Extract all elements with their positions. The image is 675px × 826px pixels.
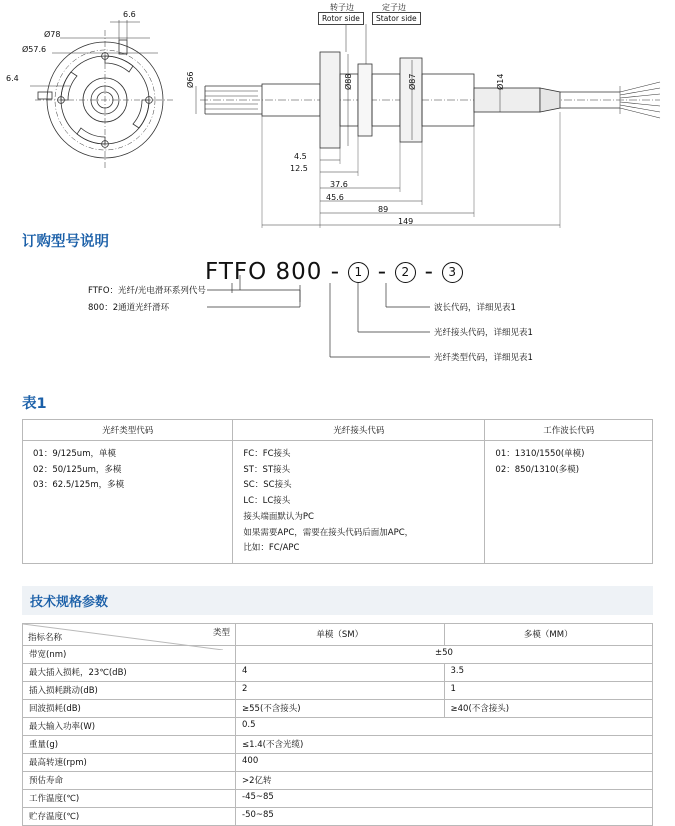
t1-header-connector: 光纤接头代码 xyxy=(233,420,485,441)
spec-row-value-both: >2亿转 xyxy=(236,772,653,790)
dim-89: 89 xyxy=(378,205,389,214)
stator-side-label-en: Stator side xyxy=(372,12,421,25)
table-row xyxy=(23,682,653,700)
table-row xyxy=(23,664,653,682)
t1-conn-line-5: 接头端面默认为PC xyxy=(243,511,314,522)
dim-d88: Ø88 xyxy=(344,73,353,90)
spec-row-value-both: ≤1.4(不含光缆) xyxy=(236,736,653,754)
dim-d78: Ø78 xyxy=(44,30,61,39)
order-code-field-1: 1 xyxy=(348,262,369,283)
order-legend-right-2: 光纤接头代码，详细见表1 xyxy=(434,328,533,338)
spec-row-value-sm: ≥55(不含接头) xyxy=(236,700,445,718)
order-legend-left-1: FTFO：光纤/光电滑环系列代号 xyxy=(88,286,206,296)
rotor-side-label-cn: 转子边 xyxy=(330,3,354,12)
t1-cell-wavelength xyxy=(485,441,653,564)
spec-row-value-mm: ≥40(不含接头) xyxy=(444,700,653,718)
table-row xyxy=(23,736,653,754)
dim-d57-6: Ø57.6 xyxy=(22,45,47,54)
dim-45-6: 45.6 xyxy=(326,193,344,202)
dim-149: 149 xyxy=(398,217,414,226)
order-legend-right-1: 波长代码，详细见表1 xyxy=(434,303,516,313)
table1-heading: 表1 xyxy=(22,396,47,412)
spec-row-value-mm: 1 xyxy=(444,682,653,700)
spec-row-value-both: 0.5 xyxy=(236,718,653,736)
t1-wave-line-1: 01：1310/1550(单模) xyxy=(495,449,585,459)
t1-header-wavelength: 工作波长代码 xyxy=(485,420,653,441)
t1-conn-line-4: LC：LC接头 xyxy=(243,496,291,507)
spec-row-name: 预估寿命 xyxy=(23,772,236,790)
dim-d14: Ø14 xyxy=(496,73,505,90)
order-code-prefix: FTFO xyxy=(205,259,268,285)
spec-row-name: 插入损耗跳动(dB) xyxy=(23,682,236,700)
table-row xyxy=(23,718,653,736)
dim-d87: Ø87 xyxy=(408,73,417,90)
spec-header-sm: 单模（SM） xyxy=(236,624,445,646)
spec-header-mm: 多模（MM） xyxy=(444,624,653,646)
spec-row-value-both: -45~85 xyxy=(236,790,653,808)
t1-conn-line-7: 比如：FC/APC xyxy=(243,543,300,554)
t1-conn-line-2: ST：ST接头 xyxy=(243,464,291,475)
t1-conn-line-6: 如果需要APC，需要在接头代码后面加APC， xyxy=(243,527,414,538)
dim-4-5: 4.5 xyxy=(294,152,307,161)
spec-row-name: 重量(g) xyxy=(23,736,236,754)
t1-type-line-1: 01：9/125um，单模 xyxy=(33,449,116,459)
table-row xyxy=(23,700,653,718)
spec-header-corner-right: 类型 xyxy=(212,628,230,639)
order-code-number: 800 xyxy=(275,259,323,285)
order-code-dash-1: - xyxy=(330,259,341,285)
t1-header-type: 光纤类型代码 xyxy=(23,420,233,441)
table-fiber-codes xyxy=(22,419,653,564)
spec-row-value-both: ±50 xyxy=(236,646,653,664)
t1-conn-line-3: SC：SC接头 xyxy=(243,480,292,491)
spec-row-value-mm: 3.5 xyxy=(444,664,653,682)
order-code-dash-2: - xyxy=(377,259,387,285)
spec-row-value-both: 400 xyxy=(236,754,653,772)
spec-row-name: 带宽(nm) xyxy=(23,646,236,664)
stator-side-label-cn: 定子边 xyxy=(382,3,406,12)
spec-row-value-sm: 4 xyxy=(236,664,445,682)
table-row xyxy=(23,754,653,772)
t1-conn-line-1: FC：FC接头 xyxy=(243,449,291,459)
table-row xyxy=(23,772,653,790)
spec-row-name: 最高转速(rpm) xyxy=(23,754,236,772)
spec-row-name: 工作温度(℃) xyxy=(23,790,236,808)
t1-cell-type xyxy=(23,441,233,564)
dim-6-6: 6.6 xyxy=(123,10,136,19)
spec-header-corner xyxy=(23,624,236,646)
rotor-side-label-en: Rotor side xyxy=(318,12,364,25)
spec-row-name: 最大输入功率(W) xyxy=(23,718,236,736)
order-code-dash-3: - xyxy=(424,259,434,285)
table-row xyxy=(23,420,653,441)
order-legend-left-2: 800：2通道光纤滑环 xyxy=(88,303,170,313)
table-row xyxy=(23,790,653,808)
table-row xyxy=(23,624,653,646)
table-specifications xyxy=(22,623,653,826)
table-row xyxy=(23,441,653,564)
spec-row-name: 回波损耗(dB) xyxy=(23,700,236,718)
t1-type-line-3: 03：62.5/125m，多模 xyxy=(33,480,125,491)
spec-row-name: 贮存温度(℃) xyxy=(23,808,236,826)
dim-d66: Ø66 xyxy=(186,71,195,88)
order-code-field-3: 3 xyxy=(442,262,463,283)
t1-type-line-2: 02：50/125um，多模 xyxy=(33,464,122,475)
order-code-field-2: 2 xyxy=(395,262,416,283)
order-legend-right-3: 光纤类型代码，详细见表1 xyxy=(434,353,533,363)
technical-drawing xyxy=(0,0,675,230)
t1-wave-line-2: 02：850/1310(多模) xyxy=(495,464,580,475)
spec-table-body xyxy=(23,646,653,826)
spec-header-corner-left: 指标名称 xyxy=(28,633,63,644)
spec-row-name: 最大插入损耗，23℃(dB) xyxy=(23,664,236,682)
spec-section-heading: 技术规格参数 xyxy=(22,586,653,615)
dim-12-5: 12.5 xyxy=(290,164,308,173)
t1-cell-connector xyxy=(233,441,485,564)
spec-row-value-both: -50~85 xyxy=(236,808,653,826)
order-code-block xyxy=(0,257,675,392)
order-section-heading: 订购型号说明 xyxy=(22,234,109,250)
order-code-leaders xyxy=(0,257,675,392)
table-row xyxy=(23,808,653,826)
spec-row-value-sm: 2 xyxy=(236,682,445,700)
dim-6-4: 6.4 xyxy=(6,74,19,83)
dim-37-6: 37.6 xyxy=(330,180,348,189)
